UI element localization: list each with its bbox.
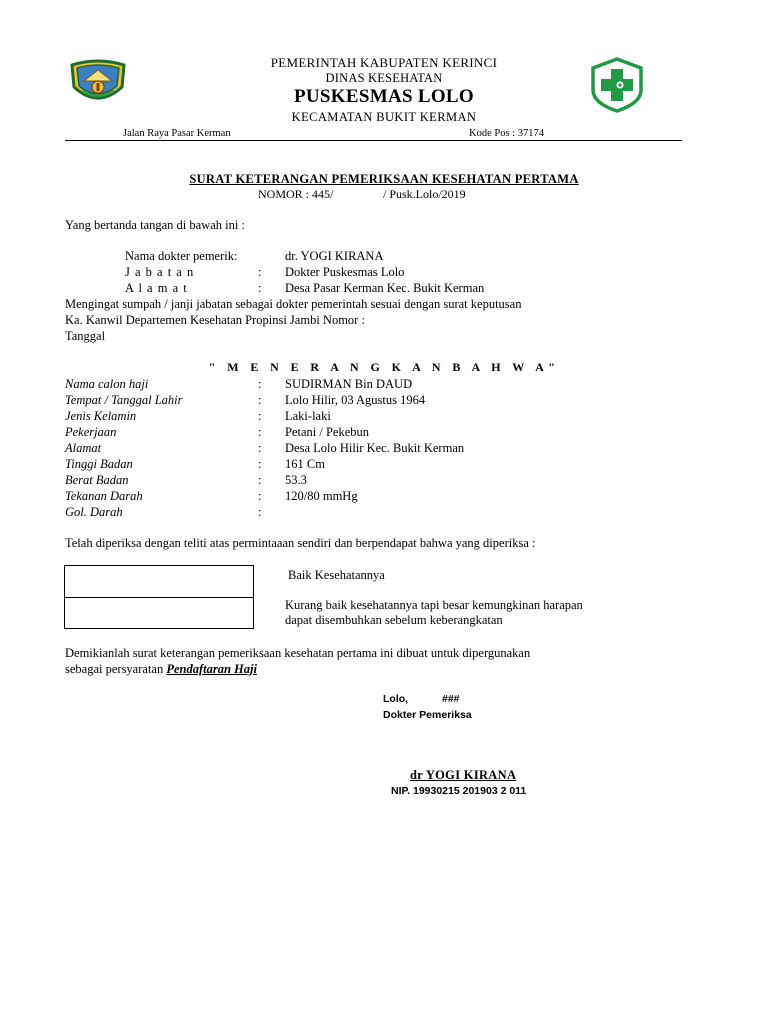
closing-line-2 bbox=[65, 662, 257, 677]
patient-label-occupation: Pekerjaan bbox=[65, 425, 117, 439]
intro-text: Yang bertanda tangan di bawah ini : bbox=[65, 218, 245, 232]
signature-place: Lolo, bbox=[383, 693, 409, 705]
closing-emphasis: Pendaftaran Haji bbox=[166, 662, 257, 676]
patient-value-sex: Laki-laki bbox=[285, 409, 331, 423]
signature-date: ### bbox=[442, 693, 460, 705]
option-bad-box[interactable] bbox=[64, 597, 254, 629]
signer-value-address: Desa Pasar Kerman Kec. Bukit Kerman bbox=[285, 281, 485, 295]
oath-line-3: Tanggal bbox=[65, 329, 106, 343]
examined-statement: Telah diperiksa dengan teliti atas permintaaan sendiri dan berpendapat bahwa yang diperiksa : bbox=[65, 536, 536, 550]
closing-line-1: Demikianlah surat keterangan pemeriksaan kesehatan pertama ini dibuat untuk dipergunakan bbox=[65, 646, 531, 660]
patient-value-address: Desa Lolo Hilir Kec. Bukit Kerman bbox=[285, 441, 465, 455]
signer-label-position: J a b a t a n bbox=[125, 265, 195, 279]
patient-colon: : bbox=[258, 505, 262, 519]
patient-value-occupation: Petani / Pekebun bbox=[285, 425, 370, 439]
nomor-suffix: / Pusk.Lolo/2019 bbox=[383, 187, 466, 201]
kop-line-1: PEMERINTAH KABUPATEN KERINCI bbox=[270, 55, 498, 70]
declaration-heading: " M E N E R A N G K A N B A H W A" bbox=[208, 360, 560, 374]
patient-colon: : bbox=[258, 489, 262, 503]
kop-line-4: KECAMATAN BUKIT KERMAN bbox=[291, 110, 477, 124]
patient-label-weight: Berat Badan bbox=[65, 473, 129, 487]
signer-colon: : bbox=[258, 265, 262, 279]
patient-label-address: Alamat bbox=[65, 441, 102, 455]
kop-postal-code: Kode Pos : 37174 bbox=[469, 128, 544, 139]
signer-value-name: dr. YOGI KIRANA bbox=[285, 249, 384, 263]
patient-label-height: Tinggi Badan bbox=[65, 457, 133, 471]
patient-colon: : bbox=[258, 377, 262, 391]
signature-nip: NIP. 19930215 201903 2 011 bbox=[391, 785, 527, 797]
signature-name: dr YOGI KIRANA bbox=[410, 768, 517, 782]
patient-value-weight: 53.3 bbox=[285, 473, 307, 487]
patient-value-blood-pressure: 120/80 mmHg bbox=[285, 489, 358, 503]
kop-divider bbox=[65, 140, 682, 141]
signer-value-position: Dokter Puskesmas Lolo bbox=[285, 265, 405, 279]
patient-value-name: SUDIRMAN Bin DAUD bbox=[285, 377, 413, 391]
signer-label-address: A l a m a t bbox=[125, 281, 188, 295]
kop-institution-name: PUSKESMAS LOLO bbox=[294, 86, 474, 107]
patient-label-blood-pressure: Tekanan Darah bbox=[65, 489, 143, 503]
oath-line-1: Mengingat sumpah / janji jabatan sebagai dokter pemerintah sesuai dengan surat keputusan bbox=[65, 297, 522, 311]
oath-line-2: Ka. Kanwil Departemen Kesehatan Propinsi Jambi Nomor : bbox=[65, 313, 365, 327]
patient-label-birth: Tempat / Tanggal Lahir bbox=[65, 393, 183, 407]
patient-colon: : bbox=[258, 393, 262, 407]
kop-address: Jalan Raya Pasar Kerman bbox=[123, 128, 231, 139]
option-good-label: Baik Kesehatannya bbox=[288, 568, 385, 582]
patient-colon: : bbox=[258, 425, 262, 439]
patient-label-blood-type: Gol. Darah bbox=[65, 505, 123, 519]
signer-colon: : bbox=[258, 281, 262, 295]
patient-value-birth: Lolo Hilir, 03 Agustus 1964 bbox=[285, 393, 426, 407]
signature-role: Dokter Pemeriksa bbox=[383, 709, 472, 721]
patient-value-height: 161 Cm bbox=[285, 457, 325, 471]
signer-label-name: Nama dokter pemerik: bbox=[125, 249, 238, 263]
option-bad-label-1: Kurang baik kesehatannya tapi besar kemungkinan harapan bbox=[285, 598, 583, 612]
closing-prefix: sebagai persyaratan bbox=[65, 662, 167, 676]
patient-colon: : bbox=[258, 473, 262, 487]
kop-line-2: DINAS KESEHATAN bbox=[325, 71, 443, 85]
patient-colon: : bbox=[258, 441, 262, 455]
patient-colon: : bbox=[258, 457, 262, 471]
document-title: SURAT KETERANGAN PEMERIKSAAN KESEHATAN PERTAMA bbox=[189, 172, 579, 186]
option-good-box[interactable] bbox=[64, 565, 254, 598]
nomor-prefix: NOMOR : 445/ bbox=[258, 187, 334, 201]
patient-label-sex: Jenis Kelamin bbox=[65, 409, 137, 423]
patient-label-name: Nama calon haji bbox=[65, 377, 149, 391]
option-bad-label-2: dapat disembuhkan sebelum keberangkatan bbox=[285, 613, 503, 627]
patient-colon: : bbox=[258, 409, 262, 423]
